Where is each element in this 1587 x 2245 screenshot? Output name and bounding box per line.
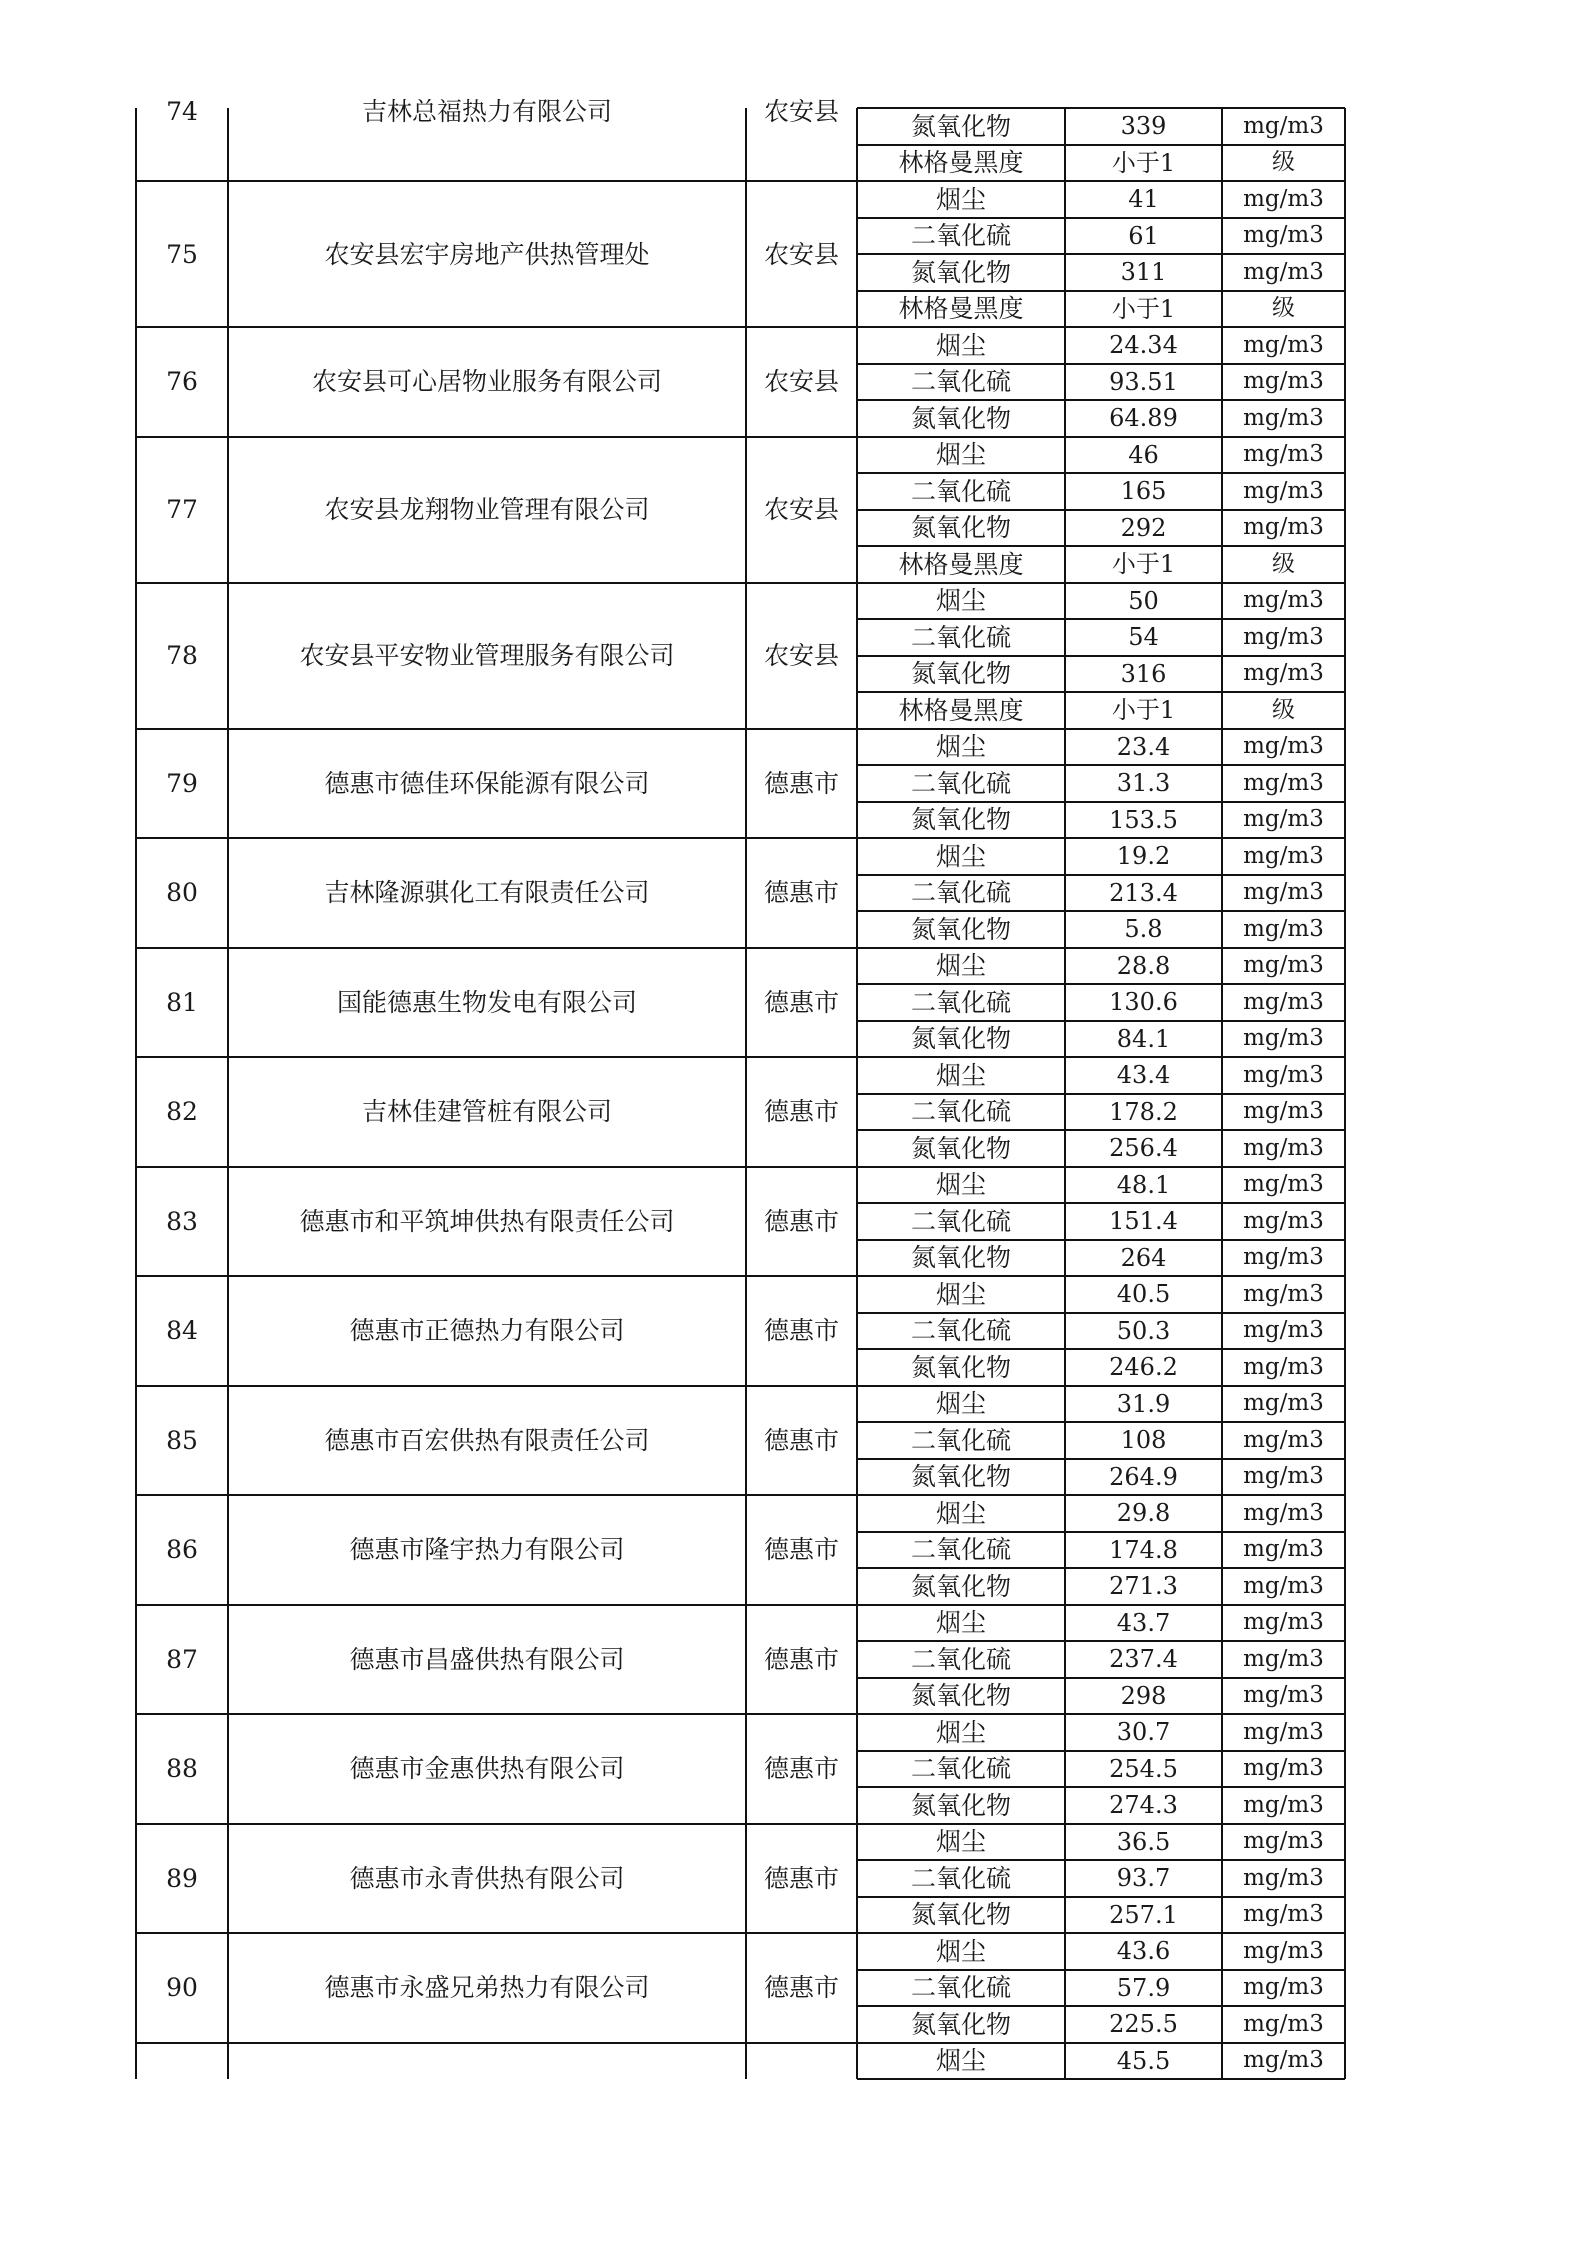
- unit-cell: mg/m3: [1243, 2047, 1324, 2074]
- value-cell: 165: [1120, 477, 1167, 506]
- value-cell: 257.1: [1109, 1900, 1178, 1929]
- company-name: 农安县平安物业管理服务有限公司: [299, 641, 675, 670]
- pollutant-cell: 林格曼黑度: [898, 148, 1024, 178]
- value-cell: 316: [1120, 659, 1167, 688]
- unit-cell: mg/m3: [1243, 1244, 1324, 1271]
- value-cell: 108: [1120, 1426, 1167, 1455]
- pollutant-cell: 氮氧化物: [910, 805, 1011, 835]
- county-name: 德惠市: [763, 1206, 839, 1236]
- pollutant-cell: 氮氧化物: [910, 257, 1011, 287]
- pollutant-cell: 氮氧化物: [910, 1243, 1011, 1273]
- value-cell: 5.8: [1124, 915, 1163, 944]
- pollutant-cell: 氮氧化物: [910, 111, 1011, 141]
- value-cell: 61: [1128, 221, 1159, 250]
- column-border: [856, 108, 858, 2079]
- company-name: 德惠市和平筑坤供热有限责任公司: [299, 1206, 675, 1236]
- value-cell: 311: [1120, 258, 1167, 287]
- unit-cell: mg/m3: [1243, 1755, 1324, 1782]
- unit-cell: mg/m3: [1243, 1353, 1324, 1380]
- value-cell: 256.4: [1109, 1134, 1178, 1163]
- unit-cell: mg/m3: [1243, 1901, 1324, 1928]
- unit-cell: 级: [1272, 149, 1295, 176]
- unit-cell: mg/m3: [1243, 988, 1324, 1015]
- column-border: [745, 108, 747, 2079]
- pollutant-cell: 二氧化硫: [910, 1644, 1011, 1674]
- county-name: 德惠市: [763, 1316, 839, 1346]
- value-cell: 274.3: [1109, 1791, 1178, 1820]
- unit-cell: mg/m3: [1243, 1718, 1324, 1745]
- value-cell: 57.9: [1116, 1973, 1171, 2002]
- unit-cell: mg/m3: [1243, 1937, 1324, 1964]
- value-cell: 298: [1120, 1681, 1167, 1710]
- column-border: [135, 108, 137, 2079]
- company-name: 吉林总福热力有限公司: [361, 97, 612, 124]
- value-cell: 264: [1120, 1243, 1167, 1272]
- pollutant-cell: 烟尘: [935, 2046, 986, 2076]
- row-number: 74: [166, 97, 198, 124]
- row-number: 78: [166, 641, 198, 670]
- value-cell: 84.1: [1116, 1024, 1171, 1053]
- value-cell: 小于1: [1111, 148, 1176, 177]
- value-cell: 45.5: [1116, 2046, 1171, 2075]
- value-cell: 64.89: [1109, 404, 1178, 433]
- county-name: 德惠市: [763, 768, 839, 798]
- unit-cell: mg/m3: [1243, 222, 1324, 249]
- pollutant-cell: 氮氧化物: [910, 914, 1011, 944]
- pollutant-cell: 烟尘: [935, 732, 986, 762]
- unit-cell: mg/m3: [1243, 842, 1324, 869]
- unit-cell: mg/m3: [1243, 1426, 1324, 1453]
- pollutant-cell: 氮氧化物: [910, 1571, 1011, 1601]
- row-number: 82: [166, 1097, 198, 1127]
- county-name: 德惠市: [763, 1644, 839, 1674]
- unit-cell: mg/m3: [1243, 1536, 1324, 1563]
- pollutant-cell: 二氧化硫: [910, 476, 1011, 506]
- pollutant-cell: 烟尘: [935, 1827, 986, 1857]
- value-cell: 43.7: [1116, 1608, 1171, 1637]
- value-cell: 46: [1128, 440, 1159, 469]
- unit-cell: mg/m3: [1243, 587, 1324, 614]
- unit-cell: mg/m3: [1243, 733, 1324, 760]
- pollutant-cell: 烟尘: [935, 184, 986, 214]
- row-number: 77: [166, 495, 198, 524]
- pollutant-cell: 林格曼黑度: [898, 549, 1024, 579]
- pollutant-cell: 二氧化硫: [910, 1425, 1011, 1455]
- unit-cell: mg/m3: [1243, 477, 1324, 504]
- unit-cell: mg/m3: [1243, 331, 1324, 358]
- pollutant-cell: 烟尘: [935, 1717, 986, 1747]
- pollutant-cell: 氮氧化物: [910, 1681, 1011, 1711]
- unit-cell: mg/m3: [1243, 879, 1324, 906]
- pollutant-cell: 二氧化硫: [910, 1206, 1011, 1236]
- county-name: 农安县: [763, 367, 839, 397]
- value-cell: 31.9: [1116, 1389, 1171, 1418]
- unit-cell: 级: [1272, 550, 1295, 577]
- pollutant-cell: 二氧化硫: [910, 1754, 1011, 1784]
- pollutant-cell: 氮氧化物: [910, 513, 1011, 543]
- value-cell: 151.4: [1109, 1207, 1178, 1236]
- company-name: 国能德惠生物发电有限公司: [336, 987, 637, 1017]
- row-number: 80: [166, 878, 198, 908]
- company-name: 德惠市德佳环保能源有限公司: [324, 768, 650, 798]
- pollutant-cell: 二氧化硫: [910, 1097, 1011, 1127]
- column-border: [1064, 108, 1066, 2079]
- value-cell: 292: [1120, 513, 1167, 542]
- pollutant-cell: 氮氧化物: [910, 1133, 1011, 1163]
- company-name: 德惠市百宏供热有限责任公司: [324, 1425, 650, 1455]
- company-name: 农安县可心居物业服务有限公司: [311, 367, 662, 397]
- row-number: 83: [166, 1206, 198, 1236]
- unit-cell: mg/m3: [1243, 1645, 1324, 1672]
- value-cell: 153.5: [1109, 805, 1178, 834]
- value-cell: 254.5: [1109, 1754, 1178, 1783]
- value-cell: 小于1: [1111, 550, 1176, 579]
- company-name: 德惠市正德热力有限公司: [349, 1316, 625, 1346]
- unit-cell: mg/m3: [1243, 514, 1324, 541]
- unit-cell: mg/m3: [1243, 1682, 1324, 1709]
- county-name: 德惠市: [763, 1535, 839, 1565]
- unit-cell: mg/m3: [1243, 112, 1324, 139]
- column-border: [1221, 108, 1223, 2079]
- row-number: 86: [166, 1535, 198, 1565]
- value-cell: 24.34: [1109, 331, 1178, 360]
- pollutant-cell: 氮氧化物: [910, 659, 1011, 689]
- pollutant-cell: 烟尘: [935, 841, 986, 871]
- value-cell: 174.8: [1109, 1535, 1178, 1564]
- unit-cell: mg/m3: [1243, 1390, 1324, 1417]
- unit-cell: mg/m3: [1243, 1828, 1324, 1855]
- unit-cell: mg/m3: [1243, 769, 1324, 796]
- pollutant-cell: 二氧化硫: [910, 221, 1011, 251]
- row-number: 79: [166, 768, 198, 798]
- row-number: 89: [166, 1863, 198, 1893]
- row-number: 88: [166, 1754, 198, 1784]
- company-name: 德惠市昌盛供热有限公司: [349, 1644, 625, 1674]
- value-cell: 23.4: [1116, 732, 1171, 761]
- pollutant-cell: 二氧化硫: [910, 1535, 1011, 1565]
- unit-cell: mg/m3: [1243, 2010, 1324, 2037]
- pollutant-cell: 二氧化硫: [910, 768, 1011, 798]
- county-name: 农安县: [763, 495, 839, 524]
- unit-cell: mg/m3: [1243, 1025, 1324, 1052]
- value-cell: 213.4: [1109, 878, 1178, 907]
- unit-cell: mg/m3: [1243, 368, 1324, 395]
- unit-cell: 级: [1272, 696, 1295, 723]
- unit-cell: mg/m3: [1243, 660, 1324, 687]
- county-name: 德惠市: [763, 1754, 839, 1784]
- pollutant-cell: 烟尘: [935, 1389, 986, 1419]
- pollutant-cell: 氮氧化物: [910, 1900, 1011, 1930]
- company-name: 德惠市金惠供热有限公司: [349, 1754, 625, 1784]
- row-border: [857, 2078, 1345, 2080]
- unit-cell: mg/m3: [1243, 1098, 1324, 1125]
- company-name: 农安县龙翔物业管理有限公司: [324, 495, 650, 524]
- value-cell: 36.5: [1116, 1827, 1171, 1856]
- row-number: 87: [166, 1644, 198, 1674]
- unit-cell: mg/m3: [1243, 1572, 1324, 1599]
- pollutant-cell: 烟尘: [935, 1060, 986, 1090]
- unit-cell: mg/m3: [1243, 258, 1324, 285]
- value-cell: 130.6: [1109, 988, 1178, 1017]
- pollutant-cell: 氮氧化物: [910, 1790, 1011, 1820]
- row-number: 85: [166, 1425, 198, 1455]
- pollutant-cell: 氮氧化物: [910, 403, 1011, 433]
- company-name: 德惠市永盛兄弟热力有限公司: [324, 1973, 650, 2003]
- value-cell: 小于1: [1111, 294, 1176, 323]
- county-name: 德惠市: [763, 1973, 839, 2003]
- pollutant-cell: 氮氧化物: [910, 1352, 1011, 1382]
- row-border: [136, 2042, 857, 2044]
- value-cell: 339: [1120, 112, 1167, 141]
- pollutant-cell: 氮氧化物: [910, 1462, 1011, 1492]
- pollutant-cell: 烟尘: [935, 1170, 986, 1200]
- unit-cell: mg/m3: [1243, 1134, 1324, 1161]
- unit-cell: 级: [1272, 295, 1295, 322]
- pollutant-cell: 二氧化硫: [910, 1316, 1011, 1346]
- value-cell: 93.7: [1116, 1864, 1171, 1893]
- county-name: 德惠市: [763, 878, 839, 908]
- value-cell: 264.9: [1109, 1462, 1178, 1491]
- value-cell: 178.2: [1109, 1097, 1178, 1126]
- unit-cell: mg/m3: [1243, 1207, 1324, 1234]
- unit-cell: mg/m3: [1243, 915, 1324, 942]
- pollutant-cell: 二氧化硫: [910, 1973, 1011, 2003]
- unit-cell: mg/m3: [1243, 1171, 1324, 1198]
- company-name: 农安县宏宇房地产供热管理处: [324, 239, 650, 269]
- county-name: 德惠市: [763, 1863, 839, 1893]
- value-cell: 271.3: [1109, 1572, 1178, 1601]
- company-name: 吉林佳建管桩有限公司: [361, 1097, 612, 1127]
- pollutant-cell: 二氧化硫: [910, 622, 1011, 652]
- value-cell: 237.4: [1109, 1645, 1178, 1674]
- pollutant-cell: 烟尘: [935, 586, 986, 616]
- unit-cell: mg/m3: [1243, 1864, 1324, 1891]
- county-name: 农安县: [763, 97, 839, 124]
- value-cell: 48.1: [1116, 1170, 1171, 1199]
- county-name: 德惠市: [763, 1425, 839, 1455]
- pollutant-cell: 林格曼黑度: [898, 294, 1024, 324]
- pollutant-cell: 烟尘: [935, 1936, 986, 1966]
- value-cell: 225.5: [1109, 2010, 1178, 2039]
- value-cell: 31.3: [1116, 769, 1171, 798]
- pollutant-cell: 烟尘: [935, 440, 986, 470]
- unit-cell: mg/m3: [1243, 1609, 1324, 1636]
- value-cell: 93.51: [1109, 367, 1178, 396]
- column-border: [227, 108, 229, 2079]
- pollutant-cell: 二氧化硫: [910, 1863, 1011, 1893]
- value-cell: 43.4: [1116, 1061, 1171, 1090]
- row-number: 81: [166, 987, 198, 1017]
- value-cell: 50.3: [1116, 1316, 1171, 1345]
- value-cell: 40.5: [1116, 1280, 1171, 1309]
- pollutant-cell: 林格曼黑度: [898, 695, 1024, 725]
- pollutant-cell: 烟尘: [935, 1608, 986, 1638]
- unit-cell: mg/m3: [1243, 952, 1324, 979]
- value-cell: 28.8: [1116, 951, 1171, 980]
- unit-cell: mg/m3: [1243, 185, 1324, 212]
- unit-cell: mg/m3: [1243, 441, 1324, 468]
- company-name: 德惠市永青供热有限公司: [349, 1863, 625, 1893]
- unit-cell: mg/m3: [1243, 1974, 1324, 2001]
- unit-cell: mg/m3: [1243, 623, 1324, 650]
- pollutant-cell: 二氧化硫: [910, 878, 1011, 908]
- value-cell: 54: [1128, 623, 1159, 652]
- value-cell: 50: [1128, 586, 1159, 615]
- value-cell: 30.7: [1116, 1718, 1171, 1747]
- unit-cell: mg/m3: [1243, 1499, 1324, 1526]
- column-border: [1344, 108, 1346, 2079]
- pollutant-cell: 烟尘: [935, 951, 986, 981]
- unit-cell: mg/m3: [1243, 1061, 1324, 1088]
- unit-cell: mg/m3: [1243, 1317, 1324, 1344]
- value-cell: 19.2: [1116, 842, 1171, 871]
- unit-cell: mg/m3: [1243, 806, 1324, 833]
- county-name: 农安县: [763, 641, 839, 670]
- pollutant-cell: 氮氧化物: [910, 2009, 1011, 2039]
- value-cell: 小于1: [1111, 696, 1176, 725]
- unit-cell: mg/m3: [1243, 1280, 1324, 1307]
- value-cell: 29.8: [1116, 1499, 1171, 1528]
- pollutant-cell: 氮氧化物: [910, 1024, 1011, 1054]
- row-number: 90: [166, 1973, 198, 2003]
- unit-cell: mg/m3: [1243, 404, 1324, 431]
- pollutant-cell: 二氧化硫: [910, 987, 1011, 1017]
- county-name: 德惠市: [763, 987, 839, 1017]
- pollutant-cell: 烟尘: [935, 1279, 986, 1309]
- row-number: 75: [166, 239, 198, 269]
- value-cell: 41: [1128, 185, 1159, 214]
- pollutant-cell: 二氧化硫: [910, 367, 1011, 397]
- unit-cell: mg/m3: [1243, 1791, 1324, 1818]
- unit-cell: mg/m3: [1243, 1463, 1324, 1490]
- row-number: 76: [166, 367, 198, 397]
- company-name: 德惠市隆宇热力有限公司: [349, 1535, 625, 1565]
- county-name: 农安县: [763, 239, 839, 269]
- value-cell: 43.6: [1116, 1937, 1171, 1966]
- county-name: 德惠市: [763, 1097, 839, 1127]
- value-cell: 246.2: [1109, 1353, 1178, 1382]
- company-name: 吉林隆源骐化工有限责任公司: [324, 878, 650, 908]
- pollutant-cell: 烟尘: [935, 330, 986, 360]
- row-number: 84: [166, 1316, 198, 1346]
- pollutant-cell: 烟尘: [935, 1498, 986, 1528]
